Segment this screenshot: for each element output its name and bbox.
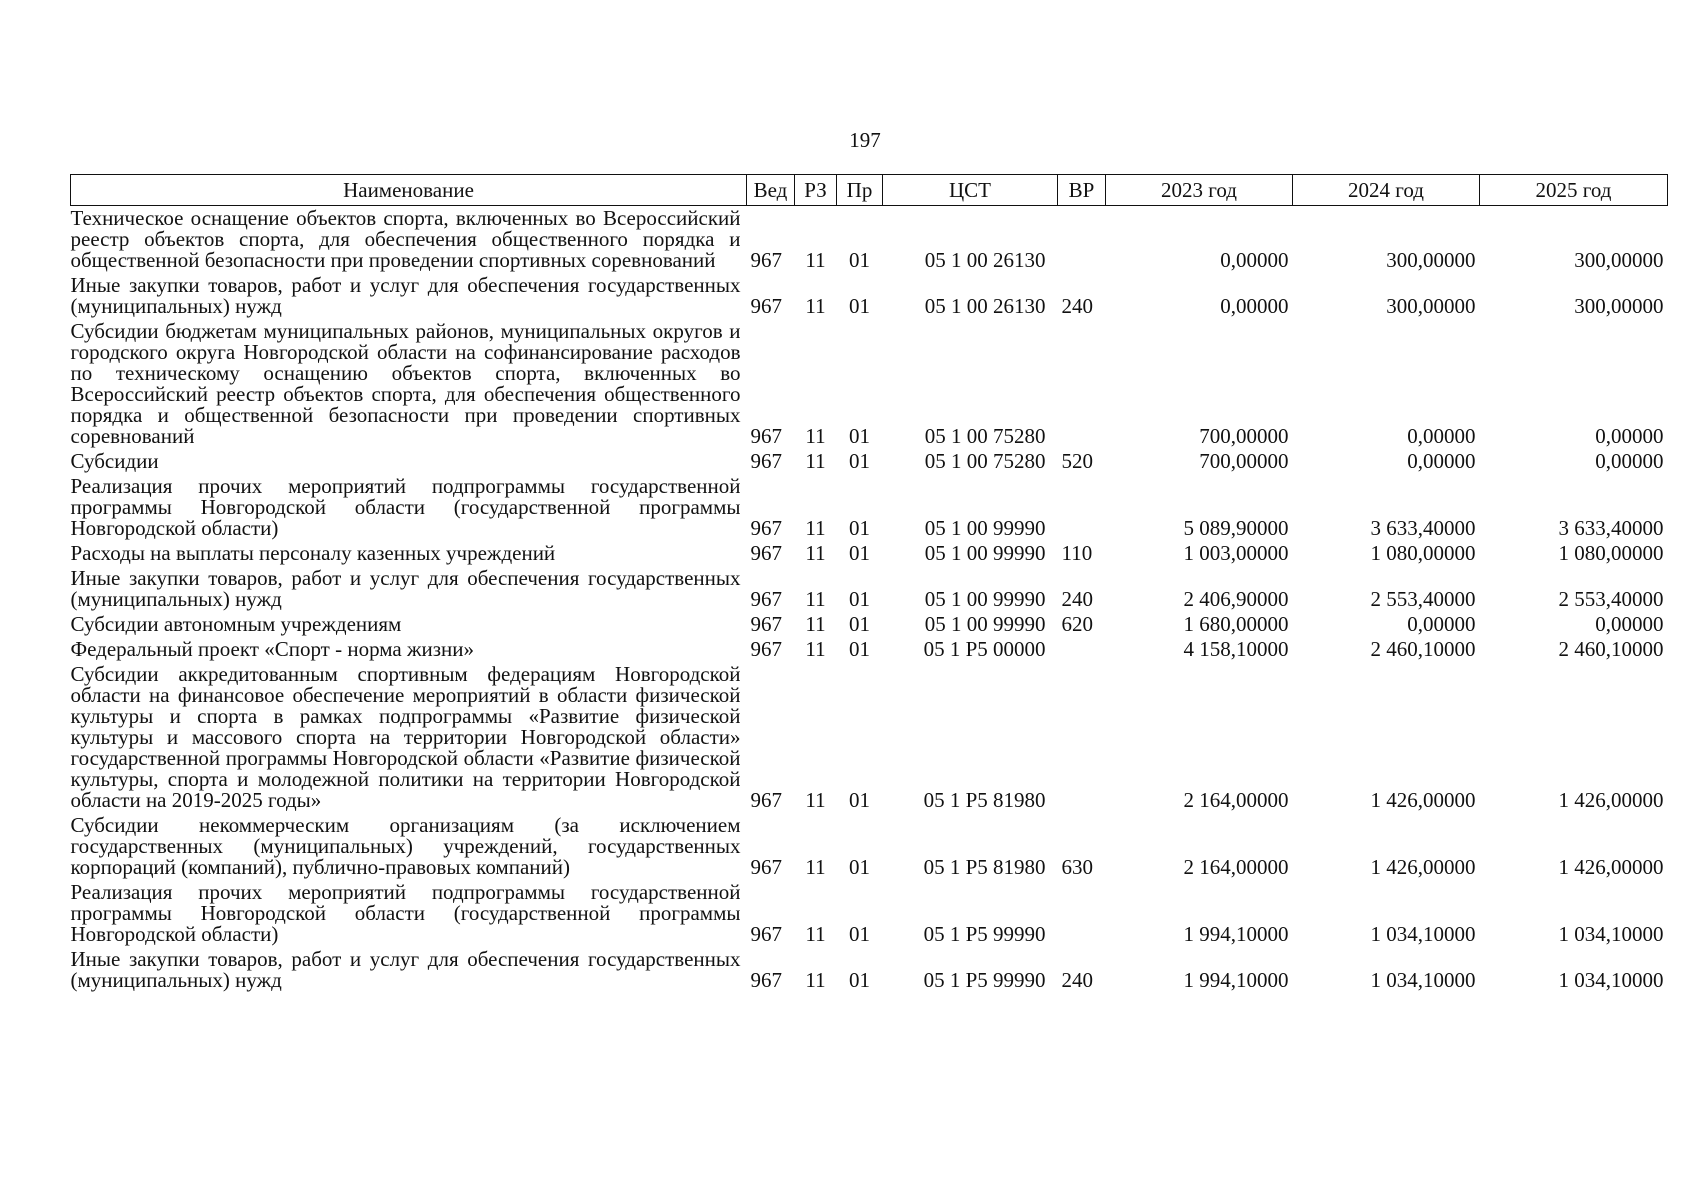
row-ved: 967 — [750, 449, 782, 473]
row-rz: 11 — [805, 855, 826, 879]
table-row — [71, 815, 1668, 882]
row-rz: 11 — [805, 788, 826, 812]
row-2025: 0,00000 — [1595, 424, 1664, 448]
row-pr: 01 — [849, 855, 870, 879]
table-header-row — [71, 175, 1668, 206]
row-name: Иные закупки товаров, работ и услуг для обеспечения государственных (муниципальных) нужд — [70, 947, 741, 992]
table-row — [71, 614, 1668, 639]
row-rz: 11 — [805, 248, 826, 272]
row-2023: 2 164,00000 — [1183, 788, 1289, 812]
row-vr — [1058, 476, 1106, 543]
row-ved: 967 — [750, 424, 782, 448]
row-2023: 5 089,90000 — [1183, 516, 1289, 540]
row-2025: 300,00000 — [1574, 248, 1664, 272]
table-row — [71, 568, 1668, 614]
row-name: Субсидии аккредитованным спортивным федерациям Новгородской области на финансовое обеспечение мероприятий в области физической культуры и спорта в рамках подпрограммы «Развитие физической культуры и массового спорта на территории Новгородской области» государственной программы Новгородской области «Развитие физической культуры, спорта и молодежной политики на территории Новгородской области на 2019-2025 годы» — [70, 662, 741, 812]
row-2023: 700,00000 — [1199, 424, 1289, 448]
row-2023: 2 406,90000 — [1183, 587, 1289, 611]
row-vr: 240 — [1061, 968, 1093, 992]
row-2024: 1 426,00000 — [1370, 788, 1476, 812]
row-cst: 05 1 00 99990 — [924, 612, 1046, 636]
table-row — [71, 275, 1668, 321]
row-ved: 967 — [750, 637, 782, 661]
row-cst: 05 1 00 75280 — [924, 424, 1046, 448]
row-vr — [1058, 664, 1106, 815]
row-vr: 520 — [1061, 449, 1093, 473]
row-name: Иные закупки товаров, работ и услуг для обеспечения государственных (муниципальных) нужд — [70, 273, 741, 318]
row-vr: 620 — [1061, 612, 1093, 636]
row-cst: 05 1 00 99990 — [924, 516, 1046, 540]
row-name: Федеральный проект «Спорт - норма жизни» — [70, 637, 475, 661]
row-2023: 0,00000 — [1220, 294, 1289, 318]
row-vr — [1058, 882, 1106, 949]
budget-table — [70, 174, 1668, 995]
row-pr: 01 — [849, 424, 870, 448]
row-ved: 967 — [750, 855, 782, 879]
row-ved: 967 — [750, 968, 782, 992]
header-2024: 2024 год — [1293, 175, 1480, 206]
row-rz: 11 — [805, 449, 826, 473]
row-rz: 11 — [805, 637, 826, 661]
row-2025: 3 633,40000 — [1558, 516, 1664, 540]
row-vr — [1058, 206, 1106, 276]
table-row — [71, 949, 1668, 995]
header-name: Наименование — [71, 175, 747, 206]
row-pr: 01 — [849, 248, 870, 272]
header-ved: Вед — [747, 175, 795, 206]
row-rz: 11 — [805, 424, 826, 448]
row-pr: 01 — [849, 788, 870, 812]
row-2024: 1 080,00000 — [1370, 541, 1476, 565]
row-cst: 05 1 00 99990 — [924, 587, 1046, 611]
row-2025: 1 034,10000 — [1558, 968, 1664, 992]
row-2024: 2 553,40000 — [1370, 587, 1476, 611]
header-vr: ВР — [1058, 175, 1106, 206]
row-2024: 1 034,10000 — [1370, 922, 1476, 946]
row-name: Субсидии бюджетам муниципальных районов, муниципальных округов и городского округа Новгородской области на софинансирование расходов по техническому оснащению объектов спорта, включенных во Всероссийский реестр объектов спорта, для обеспечения общественного порядка и общественной безопасности при проведении спортивных соревнований — [70, 319, 741, 448]
header-rz: РЗ — [795, 175, 837, 206]
header-pr: Пр — [837, 175, 883, 206]
row-2024: 300,00000 — [1386, 294, 1476, 318]
row-2025: 1 426,00000 — [1558, 855, 1664, 879]
row-rz: 11 — [805, 612, 826, 636]
page-number: 197 — [849, 128, 881, 152]
table-row — [71, 451, 1668, 476]
row-name: Техническое оснащение объектов спорта, включенных во Всероссийский реестр объектов спорта, для обеспечения общественного порядка и общественной безопасности при проведении спортивных соревнований — [70, 206, 741, 272]
row-cst: 05 1 00 75280 — [924, 449, 1046, 473]
row-rz: 11 — [805, 294, 826, 318]
header-cst: ЦСТ — [883, 175, 1058, 206]
row-vr — [1058, 321, 1106, 451]
row-2025: 2 460,10000 — [1558, 637, 1664, 661]
row-2024: 0,00000 — [1407, 612, 1476, 636]
row-2024: 3 633,40000 — [1370, 516, 1476, 540]
row-name: Реализация прочих мероприятий подпрограммы государственной программы Новгородской области (государственной программы Новгородской области) — [70, 880, 741, 946]
row-2024: 1 034,10000 — [1370, 968, 1476, 992]
row-2023: 700,00000 — [1199, 449, 1289, 473]
row-2024: 1 426,00000 — [1370, 855, 1476, 879]
row-rz: 11 — [805, 587, 826, 611]
table-row — [71, 206, 1668, 276]
row-rz: 11 — [805, 922, 826, 946]
row-ved: 967 — [750, 612, 782, 636]
row-2023: 1 680,00000 — [1183, 612, 1289, 636]
row-pr: 01 — [849, 637, 870, 661]
row-2025: 1 034,10000 — [1558, 922, 1664, 946]
row-2023: 2 164,00000 — [1183, 855, 1289, 879]
row-2024: 0,00000 — [1407, 424, 1476, 448]
table-row — [71, 543, 1668, 568]
row-vr: 630 — [1061, 855, 1093, 879]
row-2024: 300,00000 — [1386, 248, 1476, 272]
row-ved: 967 — [750, 541, 782, 565]
row-2025: 1 426,00000 — [1558, 788, 1664, 812]
row-ved: 967 — [750, 516, 782, 540]
row-ved: 967 — [750, 922, 782, 946]
row-rz: 11 — [805, 968, 826, 992]
row-name: Субсидии некоммерческим организациям (за исключением государственных (муниципальных) учреждений, государственных корпораций (компаний), публично-правовых компаний) — [70, 813, 741, 879]
row-vr — [1058, 639, 1106, 664]
row-cst: 05 1 P5 81980 — [923, 788, 1046, 812]
row-2023: 1 003,00000 — [1183, 541, 1289, 565]
row-2023: 1 994,10000 — [1183, 968, 1289, 992]
row-cst: 05 1 00 99990 — [924, 541, 1046, 565]
row-name: Субсидии автономным учреждениям — [70, 612, 402, 636]
row-name: Субсидии — [70, 449, 159, 473]
row-2025: 2 553,40000 — [1558, 587, 1664, 611]
row-pr: 01 — [849, 294, 870, 318]
row-ved: 967 — [750, 788, 782, 812]
row-cst: 05 1 00 26130 — [924, 248, 1046, 272]
row-name: Реализация прочих мероприятий подпрограммы государственной программы Новгородской области (государственной программы Новгородской области) — [70, 474, 741, 540]
table-row — [71, 639, 1668, 664]
header-2023: 2023 год — [1106, 175, 1293, 206]
row-cst: 05 1 P5 81980 — [923, 855, 1046, 879]
row-ved: 967 — [750, 294, 782, 318]
row-2023: 0,00000 — [1220, 248, 1289, 272]
row-cst: 05 1 00 26130 — [924, 294, 1046, 318]
row-2023: 1 994,10000 — [1183, 922, 1289, 946]
row-rz: 11 — [805, 516, 826, 540]
row-vr: 110 — [1061, 541, 1093, 565]
row-vr: 240 — [1061, 587, 1093, 611]
row-vr: 240 — [1061, 294, 1093, 318]
row-2023: 4 158,10000 — [1183, 637, 1289, 661]
table-row — [71, 321, 1668, 451]
row-ved: 967 — [750, 248, 782, 272]
row-rz: 11 — [805, 541, 826, 565]
row-pr: 01 — [849, 449, 870, 473]
row-pr: 01 — [849, 922, 870, 946]
row-ved: 967 — [750, 587, 782, 611]
row-pr: 01 — [849, 541, 870, 565]
table-row — [71, 476, 1668, 543]
row-cst: 05 1 P5 00000 — [923, 637, 1046, 661]
row-2025: 0,00000 — [1595, 612, 1664, 636]
row-pr: 01 — [849, 612, 870, 636]
row-name: Расходы на выплаты персоналу казенных учреждений — [70, 541, 556, 565]
header-2025: 2025 год — [1480, 175, 1668, 206]
row-pr: 01 — [849, 516, 870, 540]
row-2025: 0,00000 — [1595, 449, 1664, 473]
row-cst: 05 1 P5 99990 — [923, 922, 1046, 946]
row-cst: 05 1 P5 99990 — [923, 968, 1046, 992]
row-pr: 01 — [849, 587, 870, 611]
row-pr: 01 — [849, 968, 870, 992]
table-row — [71, 664, 1668, 815]
row-name: Иные закупки товаров, работ и услуг для обеспечения государственных (муниципальных) нужд — [70, 566, 741, 611]
row-2024: 2 460,10000 — [1370, 637, 1476, 661]
row-2025: 1 080,00000 — [1558, 541, 1664, 565]
row-2025: 300,00000 — [1574, 294, 1664, 318]
row-2024: 0,00000 — [1407, 449, 1476, 473]
table-body — [71, 206, 1668, 996]
table-row — [71, 882, 1668, 949]
